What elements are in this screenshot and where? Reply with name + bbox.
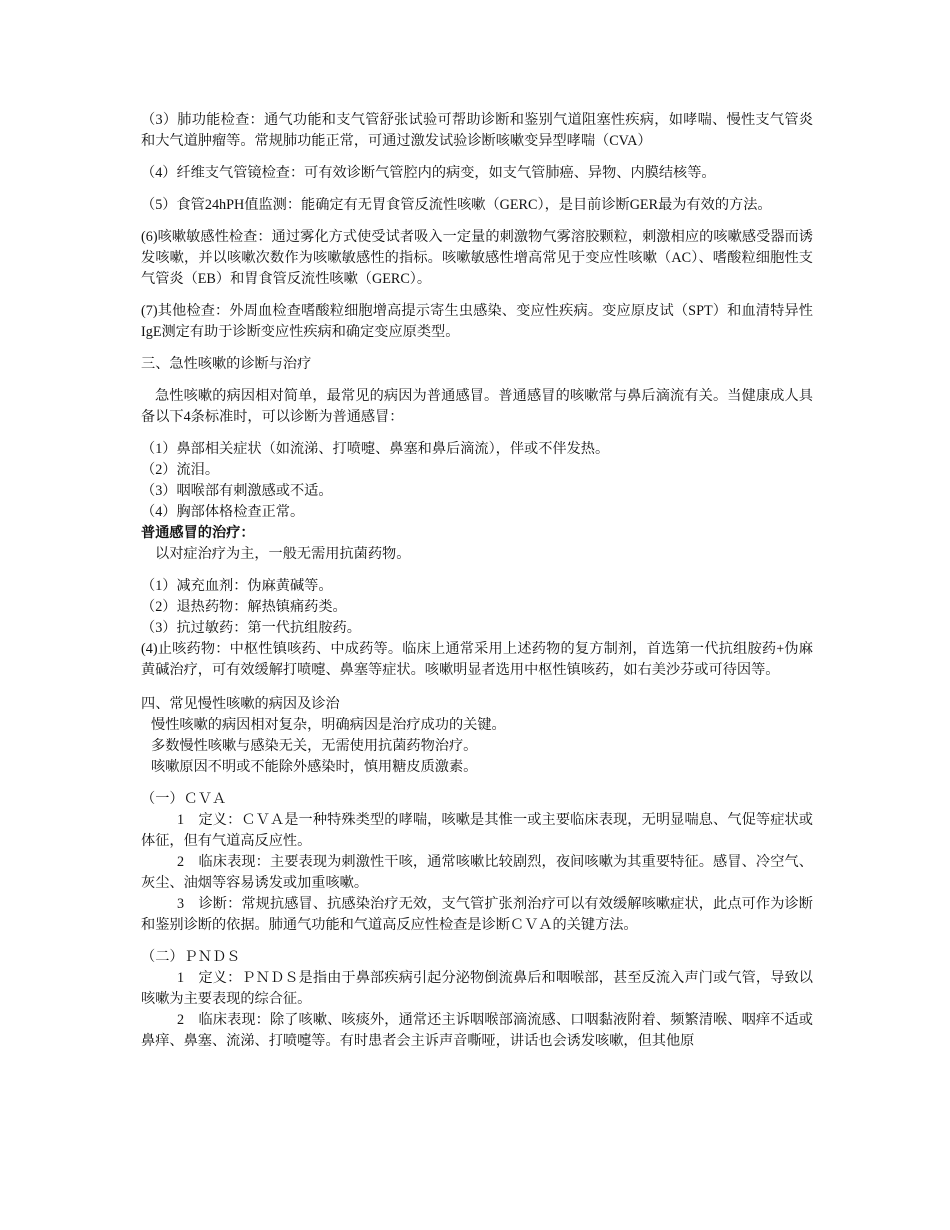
chronic-cough-line-2: 多数慢性咳嗽与感染无关，无需使用抗菌药物治疗。 <box>151 738 478 754</box>
treatment-intro: 以对症治疗为主，一般无需用抗菌药物。 <box>155 546 411 562</box>
criteria-item-1: （1）鼻部相关症状（如流涕、打喷嚏、鼻塞和鼻后滴流），伴或不伴发热。 <box>141 441 610 457</box>
treatment-item-3: （3）抗过敏药：第一代抗组胺药。 <box>141 620 361 636</box>
cva-diagnosis: 3 诊断：常规抗感冒、抗感染治疗无效，支气管扩张剂治疗可以有效缓解咳嗽症状，此点可作为诊断和鉴别诊断的依据。肺通气功能和气道高反应性检查是诊断ＣＶＡ的关键方法。 <box>141 896 813 933</box>
section-heading-acute-cough: 三、急性咳嗽的诊断与治疗 <box>141 356 312 372</box>
paragraph-other-tests: (7)其他检查：外周血检查嗜酸粒细胞增高提示寄生虫感染、变应性疾病。变应原皮试（SPT）和血清特异性IgE测定有助于诊断变应性疾病和确定变应原类型。 <box>141 303 813 340</box>
paragraph-acute-cough-intro: 急性咳嗽的病因相对简单，最常见的病因为普通感冒。普通感冒的咳嗽常与鼻后滴流有关。当健康成人具备以下4条标准时，可以诊断为普通感冒： <box>141 388 813 425</box>
section-heading-chronic-cough: 四、常见慢性咳嗽的病因及诊治 <box>141 696 340 712</box>
treatment-item-1: （1）减充血剂：伪麻黄碱等。 <box>141 578 333 594</box>
subsection-title-cva: （一）ＣＶＡ <box>141 791 227 807</box>
paragraph-ph-monitoring: （5）食管24hPH值监测：能确定有无胃食管反流性咳嗽（GERC），是目前诊断GER最为有效的方法。 <box>141 197 772 213</box>
pnds-definition: 1 定义：ＰＮＤＳ是指由于鼻部疾病引起分泌物倒流鼻后和咽喉部，甚至反流入声门或气管，导致以咳嗽为主要表现的综合征。 <box>141 970 813 1007</box>
paragraph-pulmonary-function: （3）肺功能检查：通气功能和支气管舒张试验可帮助诊断和鉴别气道阻塞性疾病，如哮喘、慢性支气管炎和大气道肿瘤等。常规肺功能正常，可通过激发试验诊断咳嗽变异型哮喘（CVA） <box>141 112 813 149</box>
treatment-item-4: (4)止咳药物：中枢性镇咳药、中成药等。临床上通常采用上述药物的复方制剂，首选第一代抗组胺药+伪麻黄碱治疗，可有效缓解打喷嚏、鼻塞等症状。咳嗽明显者选用中枢性镇咳药，如右美沙芬或可待因等。 <box>141 641 813 678</box>
treatment-item-2: （2）退热药物：解热镇痛药类。 <box>141 599 347 615</box>
cva-definition: 1 定义：ＣＶＡ是一种特殊类型的哮喘，咳嗽是其惟一或主要临床表现，无明显喘息、气促等症状或体征，但有气道高反应性。 <box>141 812 813 849</box>
criteria-item-4: （4）胸部体格检查正常。 <box>141 504 305 520</box>
criteria-item-2: （2）流泪。 <box>141 462 220 478</box>
treatment-title: 普通感冒的治疗： <box>141 525 255 541</box>
chronic-cough-line-1: 慢性咳嗽的病因相对复杂，明确病因是治疗成功的关键。 <box>151 717 506 733</box>
cva-clinical-manifestation: 2 临床表现：主要表现为刺激性干咳，通常咳嗽比较剧烈，夜间咳嗽为其重要特征。感冒、冷空气、灰尘、油烟等容易诱发或加重咳嗽。 <box>141 854 813 891</box>
paragraph-bronchoscopy: （4）纤维支气管镜检查：可有效诊断气管腔内的病变，如支气管肺癌、异物、内膜结核等。 <box>141 165 716 181</box>
criteria-item-3: （3）咽喉部有刺激感或不适。 <box>141 483 333 499</box>
paragraph-cough-sensitivity: (6)咳嗽敏感性检查：通过雾化方式使受试者吸入一定量的刺激物气雾溶胶颗粒，刺激相应的咳嗽感受器而诱发咳嗽，并以咳嗽次数作为咳嗽敏感性的指标。咳嗽敏感性增高常见于变应性咳嗽（AC）、嗜酸粒细胞性支气管炎（EB）和胃食管反流性咳嗽（GERC）。 <box>141 229 813 287</box>
document-page <box>141 110 813 1052</box>
pnds-clinical-manifestation: 2 临床表现：除了咳嗽、咳痰外，通常还主诉咽喉部滴流感、口咽黏液附着、频繁清喉、咽痒不适或鼻痒、鼻塞、流涕、打喷嚏等。有时患者会主诉声音嘶哑，讲话也会诱发咳嗽，但其他原 <box>141 1012 813 1049</box>
chronic-cough-line-3: 咳嗽原因不明或不能除外感染时，慎用糖皮质激素。 <box>151 759 478 775</box>
subsection-title-pnds: （二）ＰＮＤＳ <box>141 949 241 965</box>
